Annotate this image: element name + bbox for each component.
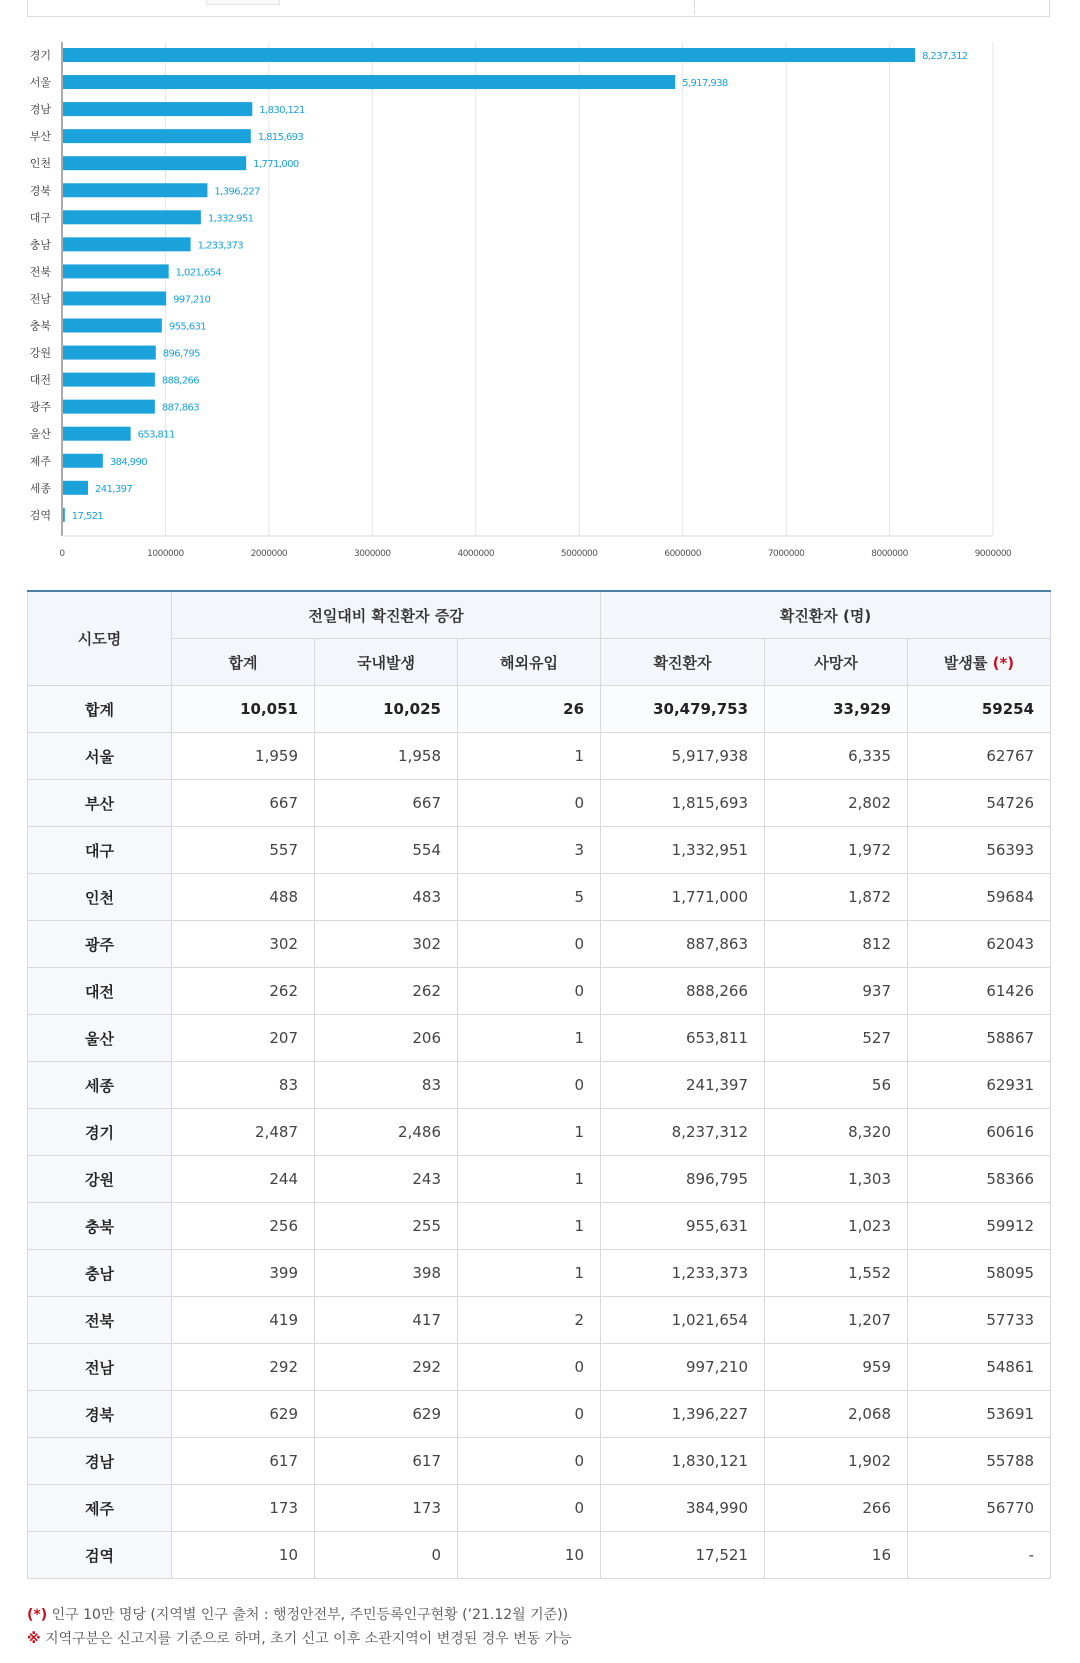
cell-domestic: 83 [315, 1062, 458, 1109]
cell-domestic: 206 [315, 1015, 458, 1062]
x-tick-label: 1000000 [147, 549, 184, 559]
bar [63, 481, 88, 495]
footnote-region-text: 지역구분은 신고지를 기준으로 하며, 초기 신고 이후 소관지역이 변경된 경우 변동 가능 [40, 1631, 572, 1647]
cell-domestic: 2,486 [315, 1109, 458, 1156]
cell-total: 256 [172, 1203, 315, 1250]
x-tick-label: 0 [59, 549, 65, 559]
row-region: 대전 [28, 968, 172, 1015]
bar-value-label: 1,830,121 [259, 105, 305, 117]
cell-total: 10 [172, 1532, 315, 1579]
cell-deaths: 56 [765, 1062, 908, 1109]
table-row [28, 1344, 1051, 1391]
table-row [28, 1250, 1051, 1297]
cell-deaths: 1,023 [765, 1203, 908, 1250]
header-imported: 해외유입 [458, 639, 601, 686]
category-label: 경기 [29, 49, 51, 62]
category-label: 충북 [29, 319, 51, 333]
cell-total: 207 [172, 1015, 315, 1062]
bar [63, 373, 155, 387]
cell-domestic: 398 [315, 1250, 458, 1297]
category-label: 강원 [29, 346, 51, 360]
bar-value-label: 997,210 [173, 294, 211, 306]
row-region: 세종 [28, 1062, 172, 1109]
cell-incidence-rate: - [908, 1532, 1051, 1579]
category-label: 검역 [29, 508, 51, 522]
cell-incidence-rate: 56770 [908, 1485, 1051, 1532]
cell-deaths: 2,068 [765, 1391, 908, 1438]
table-row [28, 780, 1051, 827]
category-label: 대구 [29, 211, 51, 225]
bar [63, 237, 191, 251]
bar-value-label: 1,233,373 [197, 240, 244, 252]
footnote-mark-reference: ※ [27, 1631, 41, 1647]
bar [63, 508, 65, 522]
cell-domestic: 262 [315, 968, 458, 1015]
cell-total: 173 [172, 1485, 315, 1532]
bar-value-label: 1,021,654 [175, 267, 222, 279]
header-rate-mark: (*) [992, 653, 1015, 672]
cell-confirmed: 1,830,121 [601, 1438, 765, 1485]
cell-incidence-rate: 60616 [908, 1109, 1051, 1156]
category-label: 대전 [29, 373, 51, 387]
cell-domestic: 417 [315, 1297, 458, 1344]
cell-confirmed: 955,631 [601, 1203, 765, 1250]
cell-incidence-rate: 59254 [908, 686, 1051, 733]
x-tick-label: 6000000 [664, 549, 701, 559]
cell-incidence-rate: 58095 [908, 1250, 1051, 1297]
cell-confirmed: 887,863 [601, 921, 765, 968]
row-region: 전남 [28, 1344, 172, 1391]
cell-imported: 0 [458, 780, 601, 827]
bar-value-label: 384,990 [109, 456, 147, 468]
cell-total: 262 [172, 968, 315, 1015]
bar [63, 454, 103, 468]
bar [63, 210, 201, 224]
top-panel-control [206, 0, 280, 5]
cell-imported: 26 [458, 686, 601, 733]
cell-imported: 1 [458, 1109, 601, 1156]
cell-incidence-rate: 59684 [908, 874, 1051, 921]
stats-table-body [28, 686, 1051, 1579]
cell-incidence-rate: 54726 [908, 780, 1051, 827]
cell-confirmed: 896,795 [601, 1156, 765, 1203]
cell-confirmed: 17,521 [601, 1532, 765, 1579]
x-tick-label: 4000000 [457, 549, 495, 559]
row-region: 경북 [28, 1391, 172, 1438]
row-region: 광주 [28, 921, 172, 968]
cell-imported: 1 [458, 1015, 601, 1062]
row-region: 대구 [28, 827, 172, 874]
x-tick-label: 8000000 [871, 549, 908, 559]
x-tick-label: 9000000 [974, 549, 1012, 559]
row-region: 서울 [28, 733, 172, 780]
cell-incidence-rate: 56393 [908, 827, 1051, 874]
cell-deaths: 1,552 [765, 1250, 908, 1297]
bar [63, 48, 915, 62]
bar [63, 156, 246, 170]
cell-confirmed: 997,210 [601, 1344, 765, 1391]
cell-total: 83 [172, 1062, 315, 1109]
table-row [28, 1485, 1051, 1532]
category-label: 서울 [29, 76, 51, 90]
x-tick-label: 3000000 [354, 549, 391, 559]
cell-imported: 2 [458, 1297, 601, 1344]
cell-imported: 0 [458, 1438, 601, 1485]
cell-confirmed: 1,771,000 [601, 874, 765, 921]
header-group-daily-change: 전일대비 확진환자 증감 [172, 591, 601, 639]
table-row [28, 874, 1051, 921]
bar-value-label: 241,397 [94, 483, 133, 495]
cell-incidence-rate: 58867 [908, 1015, 1051, 1062]
cell-total: 399 [172, 1250, 315, 1297]
cell-total: 488 [172, 874, 315, 921]
cell-total: 419 [172, 1297, 315, 1344]
cell-domestic: 302 [315, 921, 458, 968]
table-row-total [28, 686, 1051, 733]
header-group-confirmed: 확진환자 (명) [601, 591, 1051, 639]
bar-value-label: 8,237,312 [922, 51, 968, 62]
cell-confirmed: 888,266 [601, 968, 765, 1015]
cell-deaths: 1,303 [765, 1156, 908, 1203]
table-row [28, 1203, 1051, 1250]
cell-total: 292 [172, 1344, 315, 1391]
cell-total: 1,959 [172, 733, 315, 780]
top-panel-divider [694, 0, 695, 15]
cell-domestic: 1,958 [315, 733, 458, 780]
cell-deaths: 1,207 [765, 1297, 908, 1344]
bar [63, 129, 251, 143]
table-row [28, 1532, 1051, 1579]
cell-domestic: 255 [315, 1203, 458, 1250]
row-region: 검역 [28, 1532, 172, 1579]
row-region: 경남 [28, 1438, 172, 1485]
cell-domestic: 243 [315, 1156, 458, 1203]
stats-table-container [27, 590, 1050, 1579]
cell-domestic: 617 [315, 1438, 458, 1485]
bar [63, 400, 155, 414]
category-label: 전북 [29, 265, 51, 279]
cell-deaths: 959 [765, 1344, 908, 1391]
top-panel-remnant [27, 0, 1050, 17]
stats-table [27, 590, 1051, 1579]
row-region: 경기 [28, 1109, 172, 1156]
cell-confirmed: 30,479,753 [601, 686, 765, 733]
category-label: 경북 [29, 184, 51, 198]
category-label: 전남 [29, 292, 51, 306]
cell-imported: 5 [458, 874, 601, 921]
cell-domestic: 10,025 [315, 686, 458, 733]
cell-total: 629 [172, 1391, 315, 1438]
cell-confirmed: 241,397 [601, 1062, 765, 1109]
confirmed-cases-bar-chart [0, 30, 1080, 570]
cell-domestic: 483 [315, 874, 458, 921]
table-row [28, 1297, 1051, 1344]
cell-imported: 0 [458, 1062, 601, 1109]
bar-value-label: 1,396,227 [214, 186, 260, 198]
x-tick-label: 7000000 [767, 549, 805, 559]
cell-confirmed: 653,811 [601, 1015, 765, 1062]
bar-value-label: 5,917,938 [682, 78, 728, 90]
bar-value-label: 887,863 [161, 402, 200, 414]
cell-deaths: 527 [765, 1015, 908, 1062]
cell-incidence-rate: 58366 [908, 1156, 1051, 1203]
footnote-region [27, 1627, 572, 1651]
cell-domestic: 554 [315, 827, 458, 874]
footnotes [27, 1603, 572, 1651]
cell-deaths: 1,902 [765, 1438, 908, 1485]
bar [63, 346, 156, 360]
cell-deaths: 1,972 [765, 827, 908, 874]
row-region: 충북 [28, 1203, 172, 1250]
bar [63, 291, 166, 305]
bar-value-label: 1,332,951 [207, 213, 254, 225]
bar [63, 264, 169, 278]
cell-deaths: 812 [765, 921, 908, 968]
cell-total: 667 [172, 780, 315, 827]
footnote-population-text: 인구 10만 명당 (지역별 인구 출처 : 행정안전부, 주민등록인구현황 (’21.12월 기준)) [47, 1607, 569, 1623]
cell-deaths: 6,335 [765, 733, 908, 780]
row-region: 강원 [28, 1156, 172, 1203]
cell-deaths: 8,320 [765, 1109, 908, 1156]
cell-deaths: 33,929 [765, 686, 908, 733]
category-label: 부산 [29, 130, 51, 144]
cell-domestic: 629 [315, 1391, 458, 1438]
table-row [28, 1109, 1051, 1156]
cell-confirmed: 5,917,938 [601, 733, 765, 780]
cell-incidence-rate: 62931 [908, 1062, 1051, 1109]
table-row [28, 827, 1051, 874]
cell-imported: 1 [458, 1203, 601, 1250]
cell-imported: 0 [458, 1344, 601, 1391]
footnote-mark-asterisk: (*) [27, 1607, 48, 1623]
table-row [28, 1156, 1051, 1203]
category-label: 제주 [29, 454, 51, 468]
bar-value-label: 1,771,000 [253, 159, 299, 171]
cell-imported: 1 [458, 1156, 601, 1203]
cell-total: 2,487 [172, 1109, 315, 1156]
cell-incidence-rate: 62043 [908, 921, 1051, 968]
cell-incidence-rate: 61426 [908, 968, 1051, 1015]
bar-value-label: 955,631 [168, 321, 207, 333]
category-label: 인천 [29, 157, 51, 171]
table-row [28, 1438, 1051, 1485]
category-label: 충남 [29, 238, 51, 252]
cell-total: 302 [172, 921, 315, 968]
cell-domestic: 667 [315, 780, 458, 827]
header-total: 합계 [172, 639, 315, 686]
bar [63, 319, 162, 333]
row-region: 인천 [28, 874, 172, 921]
cell-deaths: 2,802 [765, 780, 908, 827]
cell-confirmed: 1,815,693 [601, 780, 765, 827]
cell-deaths: 266 [765, 1485, 908, 1532]
cell-confirmed: 1,332,951 [601, 827, 765, 874]
header-region: 시도명 [28, 591, 172, 686]
header-incidence-rate [908, 639, 1051, 686]
category-label: 광주 [29, 400, 51, 414]
cell-confirmed: 1,396,227 [601, 1391, 765, 1438]
cell-imported: 10 [458, 1532, 601, 1579]
header-rate-label: 발생률 [943, 653, 988, 672]
row-region: 울산 [28, 1015, 172, 1062]
cell-confirmed: 1,233,373 [601, 1250, 765, 1297]
cell-confirmed: 384,990 [601, 1485, 765, 1532]
cell-incidence-rate: 54861 [908, 1344, 1051, 1391]
bar-value-label: 653,811 [137, 429, 175, 441]
row-region: 합계 [28, 686, 172, 733]
cell-incidence-rate: 57733 [908, 1297, 1051, 1344]
table-row [28, 733, 1051, 780]
bar [63, 75, 675, 89]
bar-value-label: 888,266 [161, 375, 200, 387]
cell-confirmed: 1,021,654 [601, 1297, 765, 1344]
bar [63, 183, 207, 197]
cell-domestic: 0 [315, 1532, 458, 1579]
cell-domestic: 173 [315, 1485, 458, 1532]
cell-total: 557 [172, 827, 315, 874]
cell-incidence-rate: 62767 [908, 733, 1051, 780]
category-label: 경남 [29, 103, 51, 117]
row-region: 부산 [28, 780, 172, 827]
cell-imported: 3 [458, 827, 601, 874]
x-tick-label: 5000000 [560, 549, 598, 559]
header-domestic: 국내발생 [315, 639, 458, 686]
table-row [28, 1015, 1051, 1062]
bar-value-label: 1,815,693 [257, 132, 304, 144]
row-region: 충남 [28, 1250, 172, 1297]
table-row [28, 1391, 1051, 1438]
bar [63, 102, 252, 116]
cell-deaths: 1,872 [765, 874, 908, 921]
cell-deaths: 937 [765, 968, 908, 1015]
cell-domestic: 292 [315, 1344, 458, 1391]
category-label: 울산 [29, 427, 51, 441]
cell-deaths: 16 [765, 1532, 908, 1579]
cell-confirmed: 8,237,312 [601, 1109, 765, 1156]
cell-imported: 0 [458, 921, 601, 968]
bar-value-label: 896,795 [162, 348, 200, 360]
cell-total: 244 [172, 1156, 315, 1203]
cell-incidence-rate: 59912 [908, 1203, 1051, 1250]
cell-imported: 0 [458, 968, 601, 1015]
cell-total: 10,051 [172, 686, 315, 733]
bar-value-label: 17,521 [71, 510, 104, 522]
cell-imported: 0 [458, 1391, 601, 1438]
footnote-population [27, 1603, 572, 1627]
header-confirmed: 확진환자 [601, 639, 765, 686]
cell-total: 617 [172, 1438, 315, 1485]
cell-imported: 1 [458, 733, 601, 780]
row-region: 제주 [28, 1485, 172, 1532]
category-label: 세종 [29, 481, 51, 495]
bar [63, 427, 131, 441]
header-deaths: 사망자 [765, 639, 908, 686]
cell-imported: 0 [458, 1485, 601, 1532]
table-row [28, 1062, 1051, 1109]
table-row [28, 921, 1051, 968]
x-tick-label: 2000000 [250, 549, 288, 559]
cell-imported: 1 [458, 1250, 601, 1297]
cell-incidence-rate: 53691 [908, 1391, 1051, 1438]
cell-incidence-rate: 55788 [908, 1438, 1051, 1485]
row-region: 전북 [28, 1297, 172, 1344]
table-row [28, 968, 1051, 1015]
